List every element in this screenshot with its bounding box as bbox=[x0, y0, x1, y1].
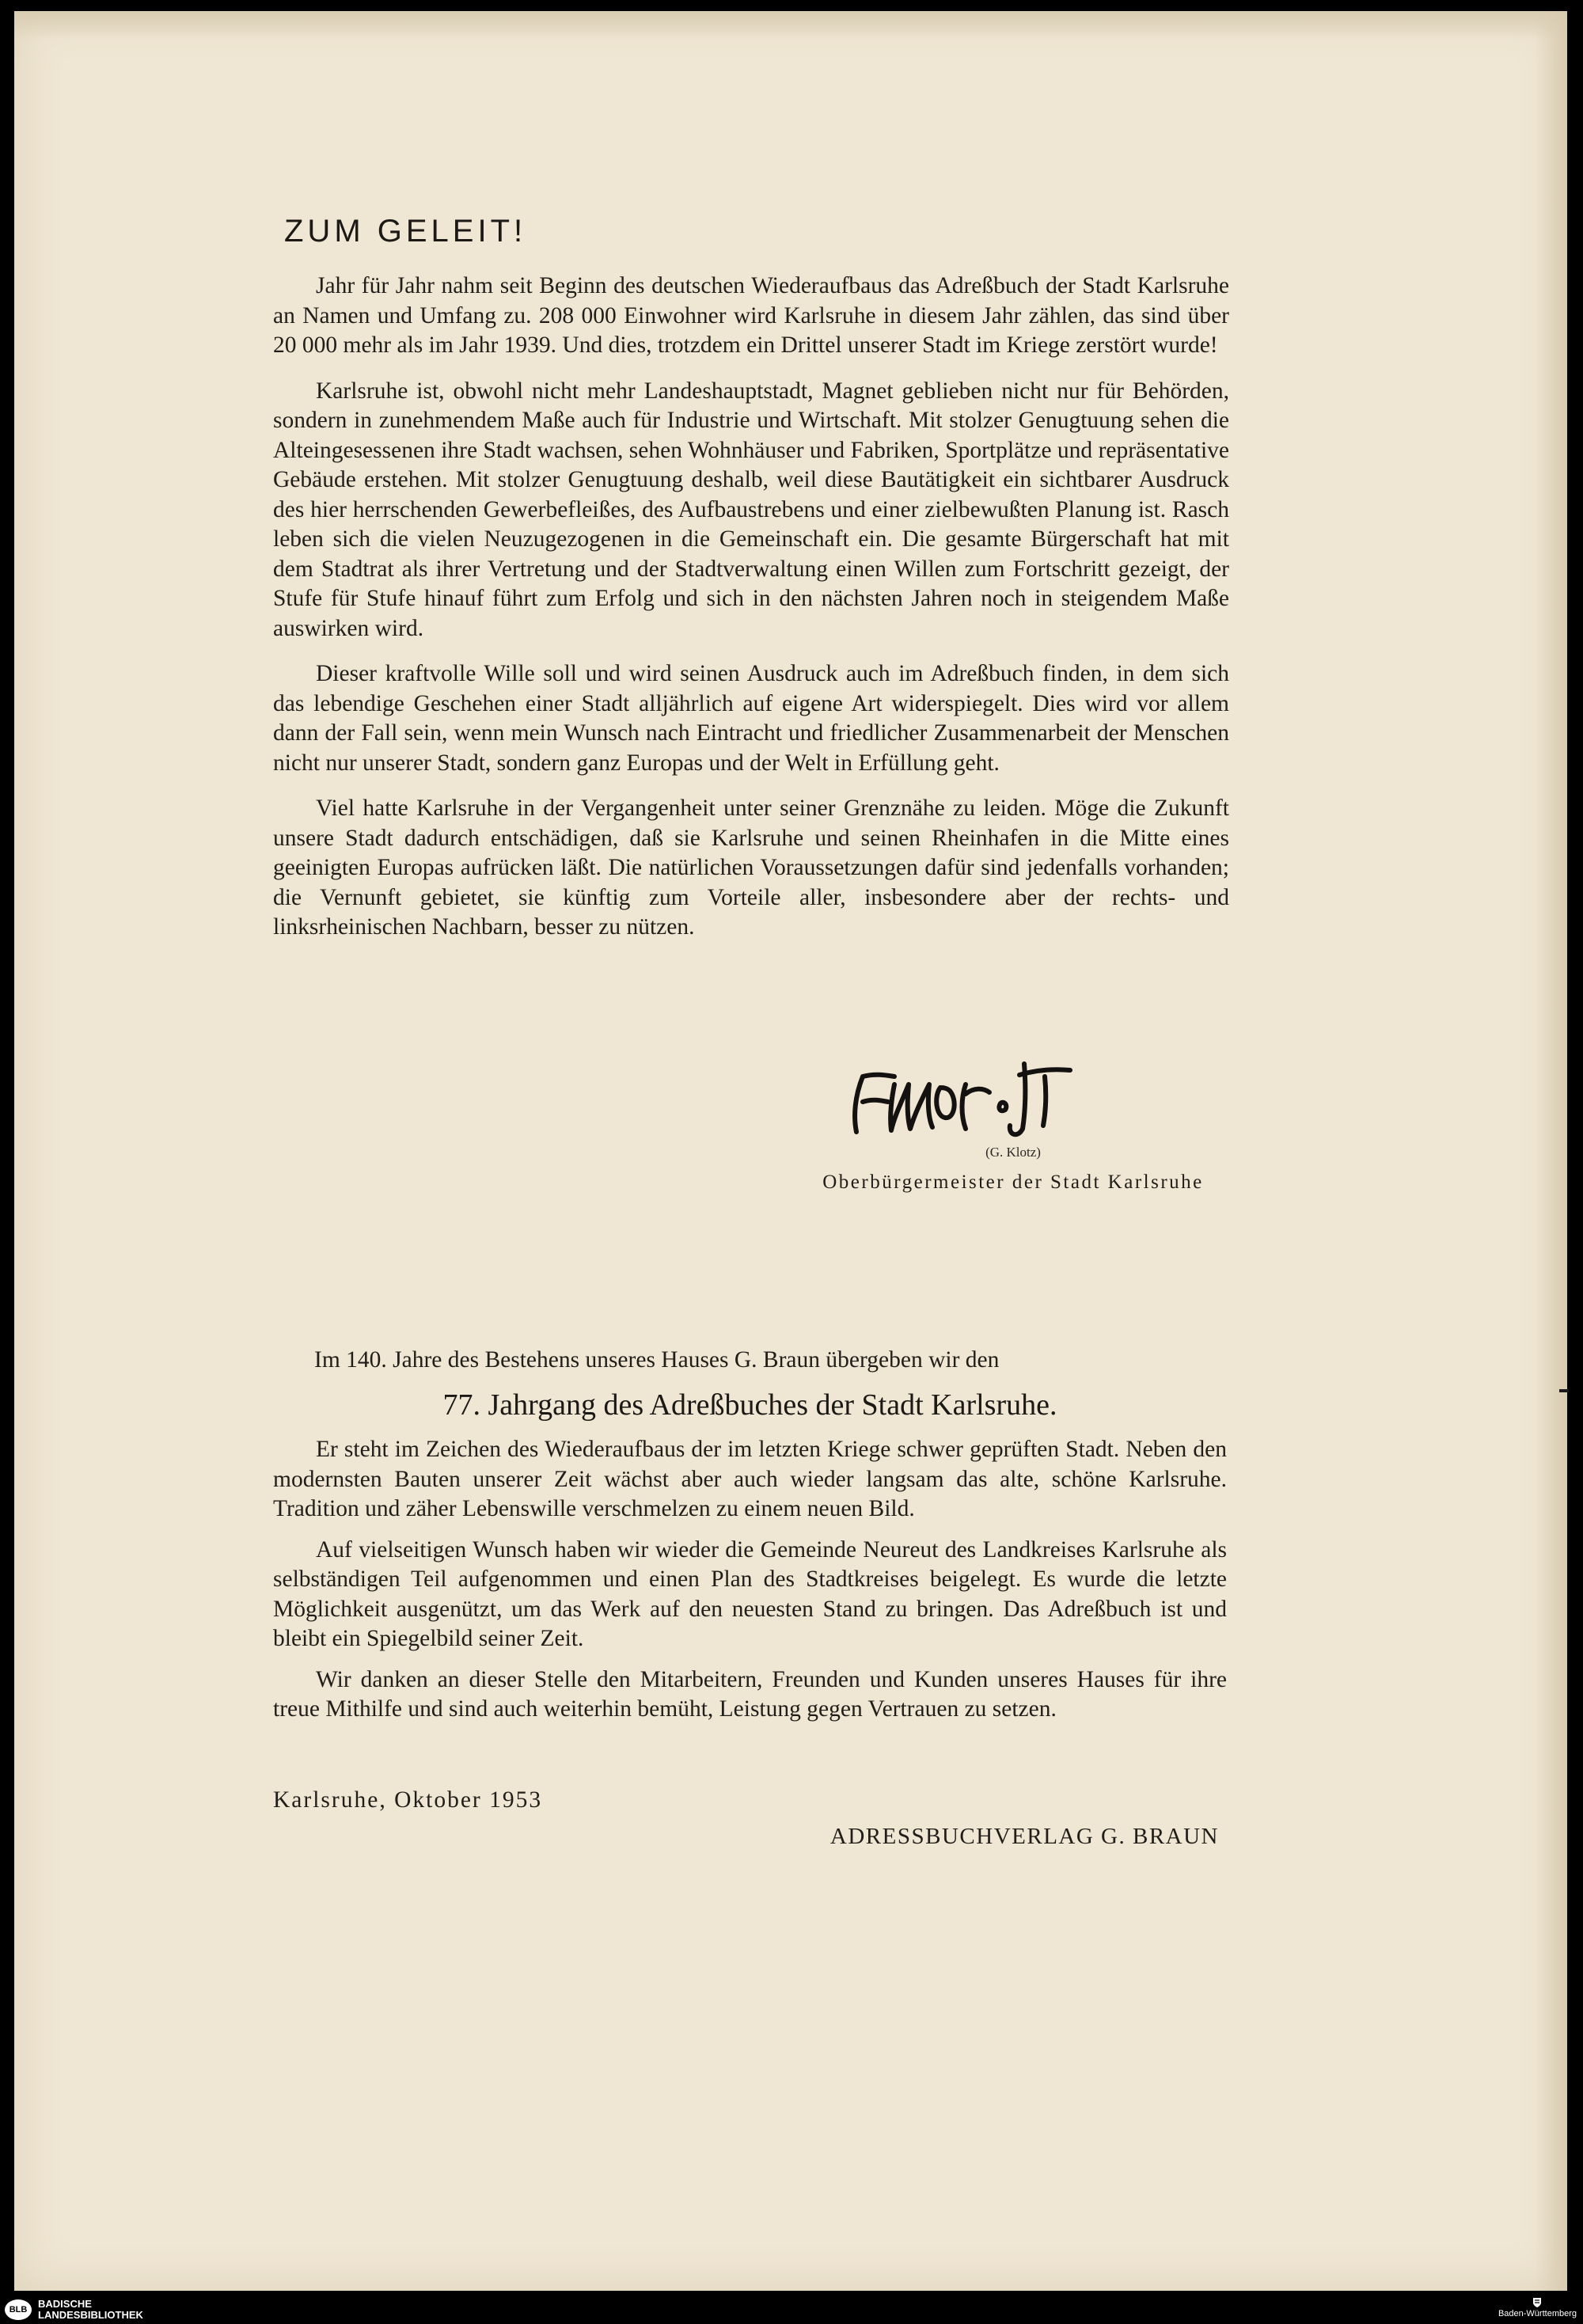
signatory-title: Oberbürgermeister der Stadt Karlsruhe bbox=[822, 1171, 1204, 1193]
paper-top-edge bbox=[14, 11, 1567, 40]
library-name-line-2: LANDESBIBLIOTHEK bbox=[38, 2309, 143, 2321]
signature-block bbox=[792, 1053, 1235, 1194]
handwritten-signature bbox=[839, 1053, 1108, 1140]
publisher-intro: Im 140. Jahre des Bestehens unseres Hauses G. Braun übergeben wir den bbox=[314, 1347, 1000, 1373]
page-title: ZUM GELEIT! bbox=[284, 214, 527, 249]
state-label: Baden-Württemberg bbox=[1498, 2309, 1577, 2318]
foreword-paragraph-4: Viel hatte Karlsruhe in der Vergangenheit unter seiner Grenznähe zu leiden. Möge die Zukunft unsere Stadt dadurch entschädigen, daß sie Karlsruhe und seinen Rheinhafen in die Mitte eines geeinigten Europas aufrücken läßt. Die natürlichen Voraussetzungen dafür sind jedenfalls vorhanden; die Vernunft gebietet, sie künftig zum Vorteile aller, insbesondere aber der rechts- und linksrheinischen Nachbarn, besser zu nützen. bbox=[273, 796, 1229, 940]
closing-row bbox=[273, 1787, 1227, 1851]
publisher-name: ADRESSBUCHVERLAG G. BRAUN bbox=[829, 1824, 1219, 1849]
blb-logo: BLB bbox=[5, 2299, 32, 2320]
publisher-paragraph-3: Wir danken an dieser Stelle den Mitarbeitern, Freunden und Kunden unseres Hauses für ihre treue Mithilfe und sind auch weiterhin bemüht, Leistung gegen Vertrauen zu setzen. bbox=[273, 1666, 1227, 1722]
signatory-name: (G. Klotz) bbox=[985, 1145, 1041, 1160]
baden-wuerttemberg-logo bbox=[1498, 2297, 1577, 2318]
foreword-paragraph-2: Karlsruhe ist, obwohl nicht mehr Landeshauptstadt, Magnet geblieben nicht nur für Behörden, sondern in zunehmendem Maße auch für Industrie und Wirtschaft. Mit stolzer Genugtuung sehen die Alteingesessenen ihre Stadt wachsen, sehen Wohnhäuser und Fabriken, Sportplätze und repräsentative Gebäude erstehen. Mit stolzer Genugtuung deshalb, weil diese Bautätigkeit ein sichtbarer Ausdruck des hier herrschenden Gewerbefleißes, des Aufbaustrebens und einer zielbewußten Planung ist. Rasch leben sich die vielen Neuzugezogenen in die Gemeinschaft ein. Die gesamte Bürgerschaft hat mit dem Stadtrat als ihrer Vertretung und der Stadtverwaltung einen Willen zum Fortschritt gezeigt, der Stufe für Stufe hinauf führt zum Erfolg und sich in den nächsten Jahren noch in steigendem Maße auswirken wird. bbox=[273, 378, 1229, 641]
publisher-paragraph-1: Er steht im Zeichen des Wiederaufbaus der im letzten Kriege schwer geprüften Stadt. Neben den modernsten Bauten unserer Zeit wächst aber auch wieder langsam das alte, schöne Karlsruhe. Tradition und zäher Lebenswille verschmelzen zu einem neuen Bild. bbox=[273, 1437, 1227, 1521]
foreword-section bbox=[273, 214, 1229, 959]
library-name bbox=[38, 2299, 143, 2321]
foreword-paragraph-3: Dieser kraftvolle Wille soll und wird seinen Ausdruck auch im Adreßbuch finden, in dem sich das lebendige Geschehen einer Stadt alljährlich auf eigene Art widerspiegelt. Dies wird vor allem dann der Fall sein, wenn mein Wunsch nach Eintracht und friedlicher Zusammenarbeit der Menschen nicht nur unserer Stadt, sondern ganz Europas und der Welt in Erfüllung geht. bbox=[273, 661, 1229, 776]
state-crest-icon bbox=[1532, 2297, 1543, 2308]
library-name-line-1: BADISCHE bbox=[38, 2298, 92, 2310]
place-date: Karlsruhe, Oktober 1953 bbox=[273, 1787, 543, 1813]
page-edge-mark bbox=[1559, 1389, 1569, 1392]
foreword-paragraph-1: Jahr für Jahr nahm seit Beginn des deutschen Wiederaufbaus das Adreßbuch der Stadt Karlsruhe an Namen und Umfang zu. 208 000 Einwohner wird Karlsruhe in diesem Jahr zählen, das sind über 20 000 mehr als im Jahr 1939. Und dies, trotzdem ein Drittel unserer Stadt im Kriege zerstört wurde! bbox=[273, 273, 1229, 358]
paper-right-edge bbox=[1536, 11, 1567, 2291]
library-footer-bar bbox=[0, 2296, 1583, 2324]
publisher-section bbox=[273, 1347, 1227, 1736]
publisher-paragraph-2: Auf vielseitigen Wunsch haben wir wieder die Gemeinde Neureut des Landkreises Karlsruhe als selbständigen Teil aufgenommen und einen Plan des Stadtkreises beigelegt. Es wurde die letzte Möglichkeit ausgenützt, um das Werk auf den neuesten Stand zu bringen. Das Adreßbuch ist und bleibt ein Spiegelbild seiner Zeit. bbox=[273, 1536, 1227, 1651]
edition-headline: 77. Jahrgang des Adreßbuches der Stadt Karlsruhe. bbox=[442, 1388, 1057, 1422]
